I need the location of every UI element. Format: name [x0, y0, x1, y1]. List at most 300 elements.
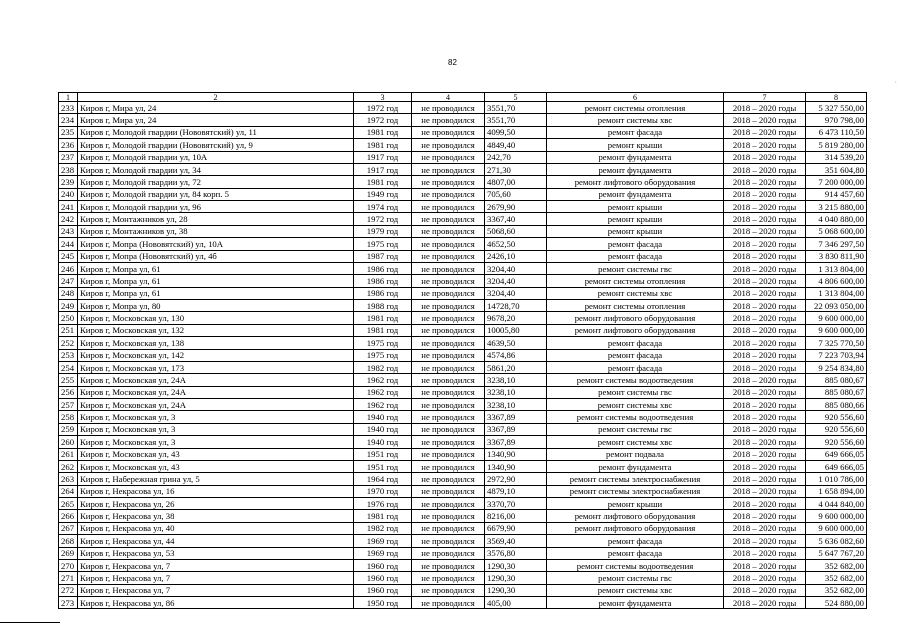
cost-cell: 9 600 000,00: [806, 312, 867, 324]
cost-cell: 885 080,67: [806, 374, 867, 386]
period-cell: 2018 – 2020 годы: [724, 213, 806, 225]
work-type-cell: ремонт крыши: [547, 201, 724, 213]
row-number: 254: [59, 361, 78, 373]
table-row: [59, 535, 867, 547]
table-row: [59, 386, 867, 398]
cost-cell: 7 200 000,00: [806, 176, 867, 188]
period-cell: 2018 – 2020 годы: [724, 559, 806, 571]
row-number: 250: [59, 312, 78, 324]
column-header: 3: [354, 93, 412, 102]
year-built-cell: 1940 год: [354, 411, 412, 423]
year-built-cell: 1969 год: [354, 535, 412, 547]
period-cell: 2018 – 2020 годы: [724, 361, 806, 373]
row-number: 271: [59, 572, 78, 584]
area-cell: 271,30: [485, 163, 547, 175]
year-built-cell: 1962 год: [354, 386, 412, 398]
area-cell: 4807,00: [485, 176, 547, 188]
area-cell: 2426,10: [485, 250, 547, 262]
row-number: 267: [59, 522, 78, 534]
year-built-cell: 1951 год: [354, 460, 412, 472]
table-row: [59, 102, 867, 114]
table-row: [59, 151, 867, 163]
area-cell: 3204,40: [485, 275, 547, 287]
year-built-cell: 1972 год: [354, 102, 412, 114]
cost-cell: 885 080,66: [806, 399, 867, 411]
row-number: 248: [59, 287, 78, 299]
last-repair-cell: не проводился: [412, 559, 485, 571]
work-type-cell: ремонт фасада: [547, 337, 724, 349]
last-repair-cell: не проводился: [412, 436, 485, 448]
work-type-cell: ремонт системы хвс: [547, 436, 724, 448]
table-row: [59, 423, 867, 435]
area-cell: 3576,80: [485, 547, 547, 559]
table-row: [59, 188, 867, 200]
year-built-cell: 1981 год: [354, 324, 412, 336]
row-number: 239: [59, 176, 78, 188]
cost-cell: 352 682,00: [806, 584, 867, 596]
address-cell: Киров г, Московская ул, 24А: [78, 399, 354, 411]
address-cell: Киров г, Некрасова ул, 38: [78, 510, 354, 522]
work-type-cell: ремонт крыши: [547, 139, 724, 151]
row-number: 262: [59, 460, 78, 472]
year-built-cell: 1917 год: [354, 151, 412, 163]
cost-cell: 1 010 786,00: [806, 473, 867, 485]
address-cell: Киров г, Московская ул, 138: [78, 337, 354, 349]
period-cell: 2018 – 2020 годы: [724, 176, 806, 188]
period-cell: 2018 – 2020 годы: [724, 460, 806, 472]
row-number: 261: [59, 448, 78, 460]
area-cell: 3238,10: [485, 386, 547, 398]
period-cell: 2018 – 2020 годы: [724, 448, 806, 460]
row-number: 233: [59, 102, 78, 114]
area-cell: 1290,30: [485, 584, 547, 596]
year-built-cell: 1970 год: [354, 485, 412, 497]
row-number: 257: [59, 399, 78, 411]
period-cell: 2018 – 2020 годы: [724, 473, 806, 485]
year-built-cell: 1960 год: [354, 584, 412, 596]
address-cell: Киров г, Некрасова ул, 16: [78, 485, 354, 497]
area-cell: 10005,80: [485, 324, 547, 336]
table-row: [59, 522, 867, 534]
column-header: 5: [485, 93, 547, 102]
work-type-cell: ремонт лифтового оборудования: [547, 312, 724, 324]
work-type-cell: ремонт фундамента: [547, 460, 724, 472]
work-type-cell: ремонт лифтового оборудования: [547, 176, 724, 188]
work-type-cell: ремонт системы гвс: [547, 572, 724, 584]
work-type-cell: ремонт фасада: [547, 238, 724, 250]
area-cell: 4879,10: [485, 485, 547, 497]
period-cell: 2018 – 2020 годы: [724, 522, 806, 534]
cost-cell: 524 880,00: [806, 597, 867, 609]
work-type-cell: ремонт системы хвс: [547, 584, 724, 596]
year-built-cell: 1986 год: [354, 262, 412, 274]
work-type-cell: ремонт крыши: [547, 213, 724, 225]
row-number: 264: [59, 485, 78, 497]
address-cell: Киров г, Молодой гвардии ул, 84 корп. 5: [78, 188, 354, 200]
year-built-cell: 1975 год: [354, 238, 412, 250]
area-cell: 4652,50: [485, 238, 547, 250]
work-type-cell: ремонт системы хвс: [547, 287, 724, 299]
last-repair-cell: не проводился: [412, 423, 485, 435]
work-type-cell: ремонт фасада: [547, 349, 724, 361]
area-cell: 3551,70: [485, 102, 547, 114]
work-type-cell: ремонт лифтового оборудования: [547, 324, 724, 336]
year-built-cell: 1981 год: [354, 139, 412, 151]
last-repair-cell: не проводился: [412, 572, 485, 584]
area-cell: 5861,20: [485, 361, 547, 373]
last-repair-cell: не проводился: [412, 349, 485, 361]
last-repair-cell: не проводился: [412, 102, 485, 114]
address-cell: Киров г, Набережная грина ул, 5: [78, 473, 354, 485]
cost-cell: 920 556,60: [806, 423, 867, 435]
area-cell: 3367,40: [485, 213, 547, 225]
address-cell: Киров г, Мопра ул, 61: [78, 287, 354, 299]
year-built-cell: 1975 год: [354, 349, 412, 361]
address-cell: Киров г, Некрасова ул, 7: [78, 559, 354, 571]
last-repair-cell: не проводился: [412, 535, 485, 547]
row-number: 243: [59, 225, 78, 237]
last-repair-cell: не проводился: [412, 176, 485, 188]
work-type-cell: ремонт фундамента: [547, 597, 724, 609]
cost-cell: 1 658 894,00: [806, 485, 867, 497]
row-number: 242: [59, 213, 78, 225]
work-type-cell: ремонт системы отопления: [547, 275, 724, 287]
row-number: 258: [59, 411, 78, 423]
table-row: [59, 238, 867, 250]
cost-cell: 7 223 703,94: [806, 349, 867, 361]
row-number: 246: [59, 262, 78, 274]
work-type-cell: ремонт системы гвс: [547, 423, 724, 435]
year-built-cell: 1950 год: [354, 597, 412, 609]
cost-cell: 920 556,60: [806, 411, 867, 423]
address-cell: Киров г, Некрасова ул, 7: [78, 584, 354, 596]
work-type-cell: ремонт фундамента: [547, 188, 724, 200]
area-cell: 3551,70: [485, 114, 547, 126]
year-built-cell: 1962 год: [354, 374, 412, 386]
year-built-cell: 1940 год: [354, 423, 412, 435]
period-cell: 2018 – 2020 годы: [724, 201, 806, 213]
address-cell: Киров г, Мопра ул, 80: [78, 300, 354, 312]
work-type-cell: ремонт фасада: [547, 250, 724, 262]
address-cell: Киров г, Московская ул, 24А: [78, 386, 354, 398]
area-cell: 4639,50: [485, 337, 547, 349]
year-built-cell: 1981 год: [354, 510, 412, 522]
period-cell: 2018 – 2020 годы: [724, 300, 806, 312]
table-row: [59, 312, 867, 324]
year-built-cell: 1981 год: [354, 176, 412, 188]
cost-cell: 3 215 880,00: [806, 201, 867, 213]
table-row: [59, 374, 867, 386]
area-cell: 1290,30: [485, 559, 547, 571]
row-number: 266: [59, 510, 78, 522]
cost-cell: 7 325 770,50: [806, 337, 867, 349]
work-type-cell: ремонт системы водоотведения: [547, 411, 724, 423]
last-repair-cell: не проводился: [412, 547, 485, 559]
cost-cell: 4 044 840,00: [806, 498, 867, 510]
area-cell: 9678,20: [485, 312, 547, 324]
last-repair-cell: не проводился: [412, 399, 485, 411]
year-built-cell: 1982 год: [354, 522, 412, 534]
area-cell: 1340,90: [485, 460, 547, 472]
period-cell: 2018 – 2020 годы: [724, 411, 806, 423]
row-number: 249: [59, 300, 78, 312]
address-cell: Киров г, Монтажников ул, 38: [78, 225, 354, 237]
area-cell: 3370,70: [485, 498, 547, 510]
row-number: 245: [59, 250, 78, 262]
table-row: [59, 176, 867, 188]
work-type-cell: ремонт лифтового оборудования: [547, 510, 724, 522]
cost-cell: 5 819 280,00: [806, 139, 867, 151]
period-cell: 2018 – 2020 годы: [724, 102, 806, 114]
last-repair-cell: не проводился: [412, 473, 485, 485]
work-type-cell: ремонт лифтового оборудования: [547, 522, 724, 534]
row-number: 252: [59, 337, 78, 349]
address-cell: Киров г, Московская ул, 3: [78, 411, 354, 423]
column-header: 4: [412, 93, 485, 102]
cost-cell: 885 080,67: [806, 386, 867, 398]
address-cell: Киров г, Мопра (Нововятский) ул, 10А: [78, 238, 354, 250]
address-cell: Киров г, Московская ул, 130: [78, 312, 354, 324]
address-cell: Киров г, Молодой гвардии ул, 72: [78, 176, 354, 188]
row-number: 235: [59, 126, 78, 138]
address-cell: Киров г, Молодой гвардии ул, 96: [78, 201, 354, 213]
work-type-cell: ремонт системы хвс: [547, 114, 724, 126]
year-built-cell: 1951 год: [354, 448, 412, 460]
row-number: 259: [59, 423, 78, 435]
year-built-cell: 1982 год: [354, 361, 412, 373]
period-cell: 2018 – 2020 годы: [724, 547, 806, 559]
period-cell: 2018 – 2020 годы: [724, 498, 806, 510]
cost-cell: 9 600 000,00: [806, 510, 867, 522]
cost-cell: 351 604,80: [806, 163, 867, 175]
last-repair-cell: не проводился: [412, 510, 485, 522]
address-cell: Киров г, Некрасова ул, 40: [78, 522, 354, 534]
cost-cell: 4 040 880,00: [806, 213, 867, 225]
row-number: 260: [59, 436, 78, 448]
period-cell: 2018 – 2020 годы: [724, 386, 806, 398]
cost-cell: 6 473 110,50: [806, 126, 867, 138]
row-number: 268: [59, 535, 78, 547]
work-type-cell: ремонт подвала: [547, 448, 724, 460]
year-built-cell: 1979 год: [354, 225, 412, 237]
period-cell: 2018 – 2020 годы: [724, 584, 806, 596]
work-type-cell: ремонт системы гвс: [547, 386, 724, 398]
area-cell: 405,00: [485, 597, 547, 609]
table-row: [59, 361, 867, 373]
year-built-cell: 1940 год: [354, 436, 412, 448]
cost-cell: 9 600 000,00: [806, 522, 867, 534]
year-built-cell: 1969 год: [354, 547, 412, 559]
year-built-cell: 1972 год: [354, 114, 412, 126]
address-cell: Киров г, Мира ул, 24: [78, 102, 354, 114]
table-row: [59, 324, 867, 336]
row-number: 253: [59, 349, 78, 361]
year-built-cell: 1987 год: [354, 250, 412, 262]
work-type-cell: ремонт системы отопления: [547, 300, 724, 312]
area-cell: 5068,60: [485, 225, 547, 237]
year-built-cell: 1964 год: [354, 473, 412, 485]
table-row: [59, 572, 867, 584]
period-cell: 2018 – 2020 годы: [724, 262, 806, 274]
column-header: 8: [806, 93, 867, 102]
period-cell: 2018 – 2020 годы: [724, 374, 806, 386]
row-number: 256: [59, 386, 78, 398]
year-built-cell: 1972 год: [354, 213, 412, 225]
table-row: [59, 225, 867, 237]
last-repair-cell: не проводился: [412, 361, 485, 373]
period-cell: 2018 – 2020 годы: [724, 114, 806, 126]
table-row: [59, 547, 867, 559]
cost-cell: 5 327 550,00: [806, 102, 867, 114]
last-repair-cell: не проводился: [412, 448, 485, 460]
repair-registry-table: [58, 92, 867, 609]
last-repair-cell: не проводился: [412, 126, 485, 138]
table-row: [59, 597, 867, 609]
period-cell: 2018 – 2020 годы: [724, 163, 806, 175]
table-row: [59, 300, 867, 312]
last-repair-cell: не проводился: [412, 584, 485, 596]
footer-rule: [0, 622, 60, 623]
last-repair-cell: не проводился: [412, 151, 485, 163]
cost-cell: 3 830 811,90: [806, 250, 867, 262]
corner-mark: ·: [894, 79, 897, 86]
area-cell: 14728,70: [485, 300, 547, 312]
row-number: 234: [59, 114, 78, 126]
column-header: 1: [59, 93, 78, 102]
last-repair-cell: не проводился: [412, 312, 485, 324]
last-repair-cell: не проводился: [412, 337, 485, 349]
table-row: [59, 485, 867, 497]
period-cell: 2018 – 2020 годы: [724, 337, 806, 349]
address-cell: Киров г, Некрасова ул, 86: [78, 597, 354, 609]
last-repair-cell: не проводился: [412, 498, 485, 510]
last-repair-cell: не проводился: [412, 597, 485, 609]
period-cell: 2018 – 2020 годы: [724, 572, 806, 584]
period-cell: 2018 – 2020 годы: [724, 126, 806, 138]
address-cell: Киров г, Мопра ул, 61: [78, 275, 354, 287]
period-cell: 2018 – 2020 годы: [724, 349, 806, 361]
year-built-cell: 1962 год: [354, 399, 412, 411]
period-cell: 2018 – 2020 годы: [724, 597, 806, 609]
work-type-cell: ремонт фундамента: [547, 151, 724, 163]
address-cell: Киров г, Мопра (Нововятский) ул, 4б: [78, 250, 354, 262]
cost-cell: 7 346 297,50: [806, 238, 867, 250]
table-row: [59, 287, 867, 299]
cost-cell: 1 313 804,00: [806, 262, 867, 274]
row-number: 236: [59, 139, 78, 151]
year-built-cell: 1986 год: [354, 287, 412, 299]
address-cell: Киров г, Московская ул, 3: [78, 436, 354, 448]
area-cell: 3238,10: [485, 399, 547, 411]
area-cell: 3367,89: [485, 411, 547, 423]
table-row: [59, 250, 867, 262]
period-cell: 2018 – 2020 годы: [724, 287, 806, 299]
cost-cell: 920 556,60: [806, 436, 867, 448]
area-cell: 6679,90: [485, 522, 547, 534]
page-number: 82: [448, 58, 457, 67]
table-row: [59, 337, 867, 349]
period-cell: 2018 – 2020 годы: [724, 423, 806, 435]
table-row: [59, 349, 867, 361]
row-number: 237: [59, 151, 78, 163]
area-cell: 2972,90: [485, 473, 547, 485]
year-built-cell: 1917 год: [354, 163, 412, 175]
last-repair-cell: не проводился: [412, 386, 485, 398]
last-repair-cell: не проводился: [412, 201, 485, 213]
column-header: 6: [547, 93, 724, 102]
address-cell: Киров г, Московская ул, 43: [78, 448, 354, 460]
last-repair-cell: не проводился: [412, 238, 485, 250]
address-cell: Киров г, Некрасова ул, 53: [78, 547, 354, 559]
row-number: 263: [59, 473, 78, 485]
work-type-cell: ремонт системы отопления: [547, 102, 724, 114]
year-built-cell: 1988 год: [354, 300, 412, 312]
period-cell: 2018 – 2020 годы: [724, 485, 806, 497]
last-repair-cell: не проводился: [412, 213, 485, 225]
table-row: [59, 584, 867, 596]
period-cell: 2018 – 2020 годы: [724, 188, 806, 200]
year-built-cell: 1981 год: [354, 126, 412, 138]
address-cell: Киров г, Московская ул, 142: [78, 349, 354, 361]
area-cell: 4099,50: [485, 126, 547, 138]
last-repair-cell: не проводился: [412, 114, 485, 126]
cost-cell: 649 666,05: [806, 448, 867, 460]
period-cell: 2018 – 2020 годы: [724, 436, 806, 448]
table-row: [59, 436, 867, 448]
year-built-cell: 1974 год: [354, 201, 412, 213]
period-cell: 2018 – 2020 годы: [724, 151, 806, 163]
address-cell: Киров г, Некрасова ул, 7: [78, 572, 354, 584]
work-type-cell: ремонт крыши: [547, 225, 724, 237]
period-cell: 2018 – 2020 годы: [724, 510, 806, 522]
period-cell: 2018 – 2020 годы: [724, 139, 806, 151]
year-built-cell: 1981 год: [354, 312, 412, 324]
year-built-cell: 1949 год: [354, 188, 412, 200]
area-cell: 2679,90: [485, 201, 547, 213]
work-type-cell: ремонт системы водоотведения: [547, 374, 724, 386]
last-repair-cell: не проводился: [412, 522, 485, 534]
cost-cell: 352 682,00: [806, 572, 867, 584]
work-type-cell: ремонт системы электроснабжения: [547, 485, 724, 497]
table-row: [59, 559, 867, 571]
work-type-cell: ремонт фасада: [547, 547, 724, 559]
area-cell: 4574,86: [485, 349, 547, 361]
row-number: 255: [59, 374, 78, 386]
row-number: 241: [59, 201, 78, 213]
table-row: [59, 275, 867, 287]
work-type-cell: ремонт системы водоотведения: [547, 559, 724, 571]
table-row: [59, 114, 867, 126]
cost-cell: 914 457,60: [806, 188, 867, 200]
work-type-cell: ремонт фасада: [547, 535, 724, 547]
last-repair-cell: не проводился: [412, 139, 485, 151]
address-cell: Киров г, Некрасова ул, 26: [78, 498, 354, 510]
cost-cell: 5 636 082,60: [806, 535, 867, 547]
address-cell: Киров г, Молодой гвардии (Нововятский) ул, 9: [78, 139, 354, 151]
last-repair-cell: не проводился: [412, 163, 485, 175]
table-row: [59, 510, 867, 522]
table-row: [59, 411, 867, 423]
column-header: 7: [724, 93, 806, 102]
address-cell: Киров г, Некрасова ул, 44: [78, 535, 354, 547]
last-repair-cell: не проводился: [412, 262, 485, 274]
year-built-cell: 1986 год: [354, 275, 412, 287]
work-type-cell: ремонт фундамента: [547, 163, 724, 175]
cost-cell: 314 539,20: [806, 151, 867, 163]
table-row: [59, 460, 867, 472]
row-number: 240: [59, 188, 78, 200]
area-cell: 3204,40: [485, 287, 547, 299]
